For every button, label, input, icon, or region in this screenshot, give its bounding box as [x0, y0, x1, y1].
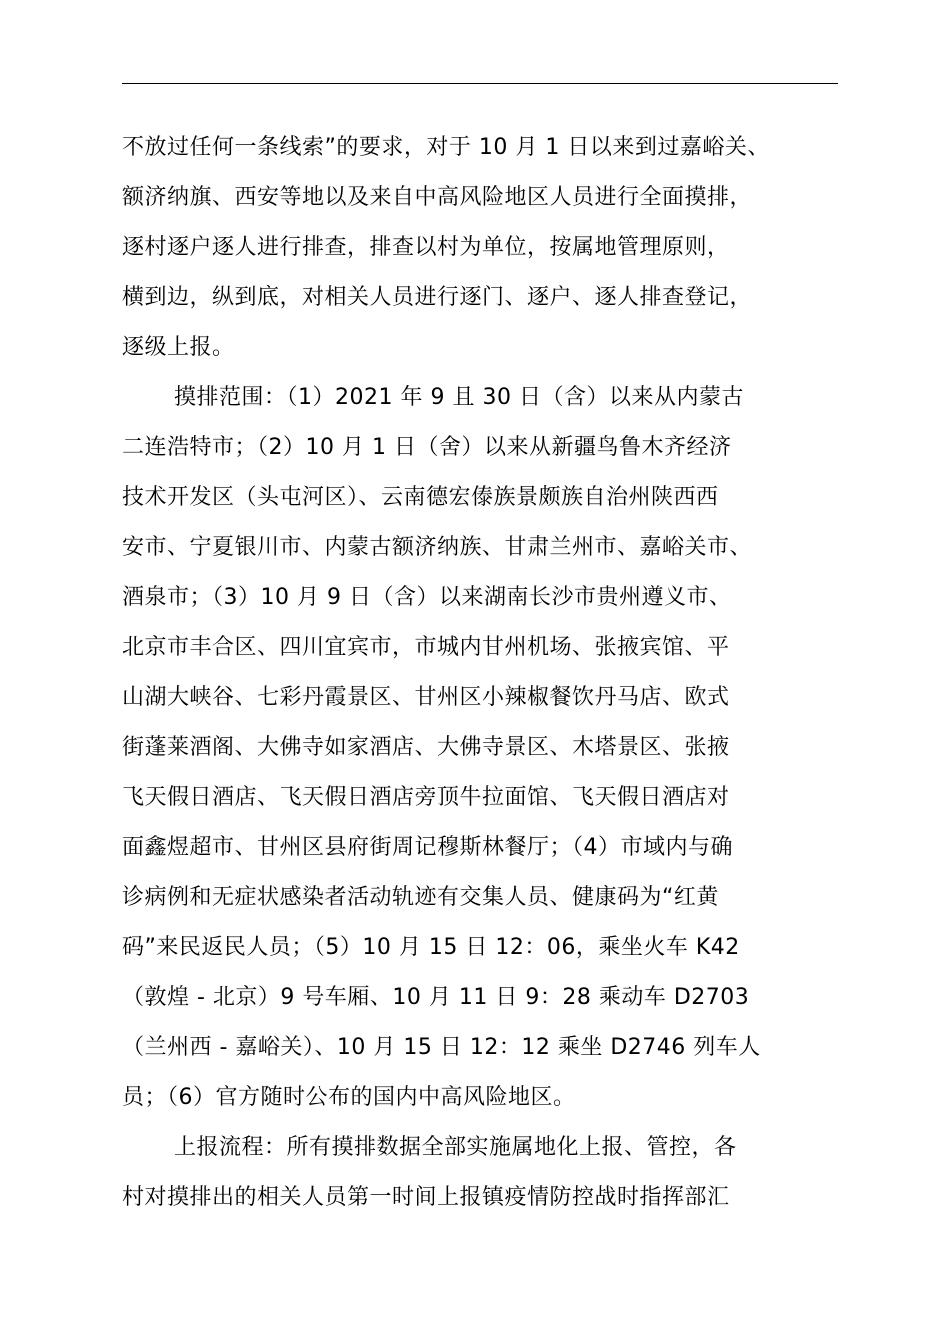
- text-line: 山湖大峡谷、七彩丹霞景区、甘州区小辣椒餐饮丹马店、欧式: [122, 685, 730, 710]
- text-line: 逐级上报。: [122, 335, 235, 360]
- text-line: 逐村逐户逐人进行排查，排查以村为单位，按属地管理原则，: [122, 235, 730, 260]
- text-line: 安市、宁夏银川市、内蒙古额济纳族、甘肃兰州市、嘉峪关市、: [122, 535, 753, 560]
- text-line: 面鑫煜超市、甘州区县府街周记穆斯林餐厅；（4）市域内与确: [122, 835, 733, 860]
- text-line: 技术开发区（头屯河区）、云南德宏傣族景颇族自治州陕西西: [122, 485, 719, 510]
- text-line: 不放过任何一条线索”的要求，对于 10 月 1 日以来到过嘉峪关、: [122, 135, 770, 160]
- text-line: 北京市丰合区、四川宜宾市，市城内甘州机场、张掖宾馆、平: [122, 635, 730, 660]
- paragraph-first-line: 摸排范围：（1）2021 年 9 且 30 日（含）以来从内蒙古: [174, 385, 744, 410]
- text-line: 二连浩特市；（2）10 月 1 日（舍）以来从新疆鸟鲁木齐经济: [122, 435, 732, 460]
- text-line: 酒泉市；（3）10 月 9 日（含）以来湖南长沙市贵州遵义市、: [122, 585, 732, 610]
- text-line: 横到边，纵到底，对相关人员进行逐门、逐户、逐人排查登记，: [122, 285, 753, 310]
- text-line: 码”来民返民人员；（5）10 月 15 日 12：06，乘坐火车 K42: [122, 935, 740, 960]
- paragraph-first-line: 上报流程：所有摸排数据全部实施属地化上报、管控，各: [174, 1135, 737, 1160]
- header-rule: [122, 83, 838, 84]
- text-line: （敦煌 - 北京）9 号车厢、10 月 11 日 9：28 乘动车 D2703: [122, 985, 750, 1010]
- text-line: 飞天假日酒店、飞天假日酒店旁顶牛拉面馆、飞天假日酒店对: [122, 785, 730, 810]
- text-line: （兰州西 - 嘉峪关）、10 月 15 日 12：12 乘坐 D2746 列车人: [122, 1035, 761, 1060]
- text-line: 村对摸排出的相关人员第一时间上报镇疫情防控战时指挥部汇: [122, 1185, 730, 1210]
- text-line: 员；（6）官方随时公布的国内中高风险地区。: [122, 1085, 576, 1110]
- text-line: 诊病例和无症状感染者活动轨迹有交集人员、健康码为“红黄: [122, 885, 719, 910]
- text-line: 额济纳旗、西安等地以及来自中高风险地区人员进行全面摸排，: [122, 185, 753, 210]
- text-line: 街蓬莱酒阁、大佛寺如家酒店、大佛寺景区、木塔景区、张掖: [122, 735, 730, 760]
